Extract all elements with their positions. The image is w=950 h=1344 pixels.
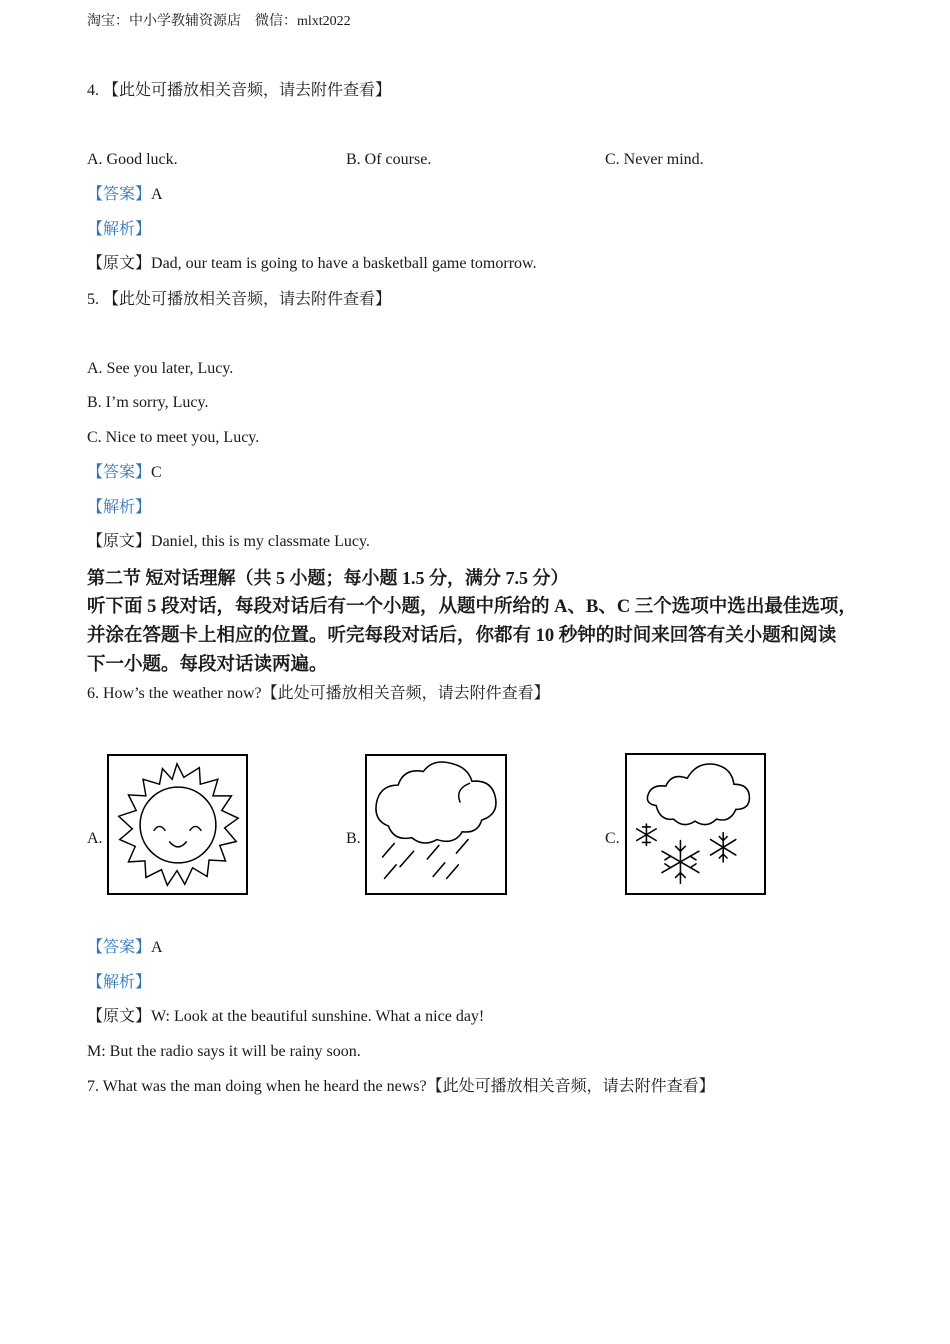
q4-option-a: A. Good luck. — [87, 151, 178, 168]
section-instructions-line-2: 并涂在答题卡上相应的位置。听完每段对话后，你都有 10 秒钟的时间来回答有关小题和阅读 — [87, 626, 837, 646]
q5-option-a: A. See you later, Lucy. — [87, 360, 234, 377]
transcript-tag: 【原文】 — [87, 255, 152, 272]
rain-cloud — [376, 762, 496, 843]
q5-answer: C — [151, 464, 162, 481]
q5-transcript-line — [87, 531, 370, 553]
answer-tag: 【答案】 — [87, 186, 152, 203]
page-header: 淘宝：中小学教辅资源店 微信：mlxt2022 — [87, 14, 351, 29]
snow-cloud — [647, 764, 749, 825]
q5-prompt: 5. 【此处可播放相关音频，请去附件查看】 — [87, 291, 392, 308]
q7-prompt: 7. What was the man doing when he heard the news?【此处可播放相关音频，请去附件查看】 — [87, 1078, 715, 1095]
q4-answer: A — [151, 186, 163, 203]
q5-transcript: Daniel, this is my classmate Lucy. — [151, 533, 370, 550]
section-instructions-line-1: 听下面 5 段对话，每段对话后有一个小题，从题中所给的 A、B、C 三个选项中选出最佳选项， — [87, 597, 857, 617]
rain-cloud-image — [365, 754, 507, 895]
q5-option-b: B. I’m sorry, Lucy. — [87, 394, 209, 411]
q6-analysis-tag: 【解析】 — [87, 974, 152, 991]
q4-transcript-line — [87, 253, 537, 275]
sun-image — [107, 754, 248, 895]
q4-option-b: B. Of course. — [346, 151, 432, 168]
answer-tag: 【答案】 — [87, 939, 152, 956]
snow-cloud-image — [625, 753, 766, 895]
q5-answer-line — [87, 462, 162, 484]
rain-drops — [383, 840, 469, 879]
q4-transcript: Dad, our team is going to have a basketball game tomorrow. — [151, 255, 537, 272]
transcript-tag: 【原文】 — [87, 533, 152, 550]
snowflakes — [637, 824, 736, 883]
q6-answer: A — [151, 939, 163, 956]
q4-prompt: 4. 【此处可播放相关音频，请去附件查看】 — [87, 82, 392, 99]
q6-option-b-label: B. — [346, 830, 361, 847]
transcript-tag: 【原文】 — [87, 1008, 152, 1025]
q6-option-c-label: C. — [605, 830, 620, 847]
q5-option-c: C. Nice to meet you, Lucy. — [87, 429, 260, 446]
q6-transcript: W: Look at the beautiful sunshine. What a nice day! — [151, 1008, 485, 1025]
q4-analysis-tag: 【解析】 — [87, 221, 152, 238]
q4-option-c: C. Never mind. — [605, 151, 704, 168]
answer-tag: 【答案】 — [87, 464, 152, 481]
sun-face — [140, 787, 216, 863]
section-title: 第二节 短对话理解（共 5 小题；每小题 1.5 分，满分 7.5 分） — [87, 568, 569, 588]
q6-prompt: 6. How’s the weather now?【此处可播放相关音频，请去附件查看】 — [87, 685, 550, 702]
q5-analysis-tag: 【解析】 — [87, 499, 152, 516]
q6-answer-line — [87, 937, 163, 959]
section-instructions-line-3: 下一小题。每段对话读两遍。 — [87, 655, 328, 675]
q6-option-a-label: A. — [87, 830, 103, 847]
q6-transcript-line-2: M: But the radio says it will be rainy soon. — [87, 1043, 361, 1060]
q6-transcript-line — [87, 1006, 484, 1028]
q4-answer-line — [87, 184, 163, 206]
